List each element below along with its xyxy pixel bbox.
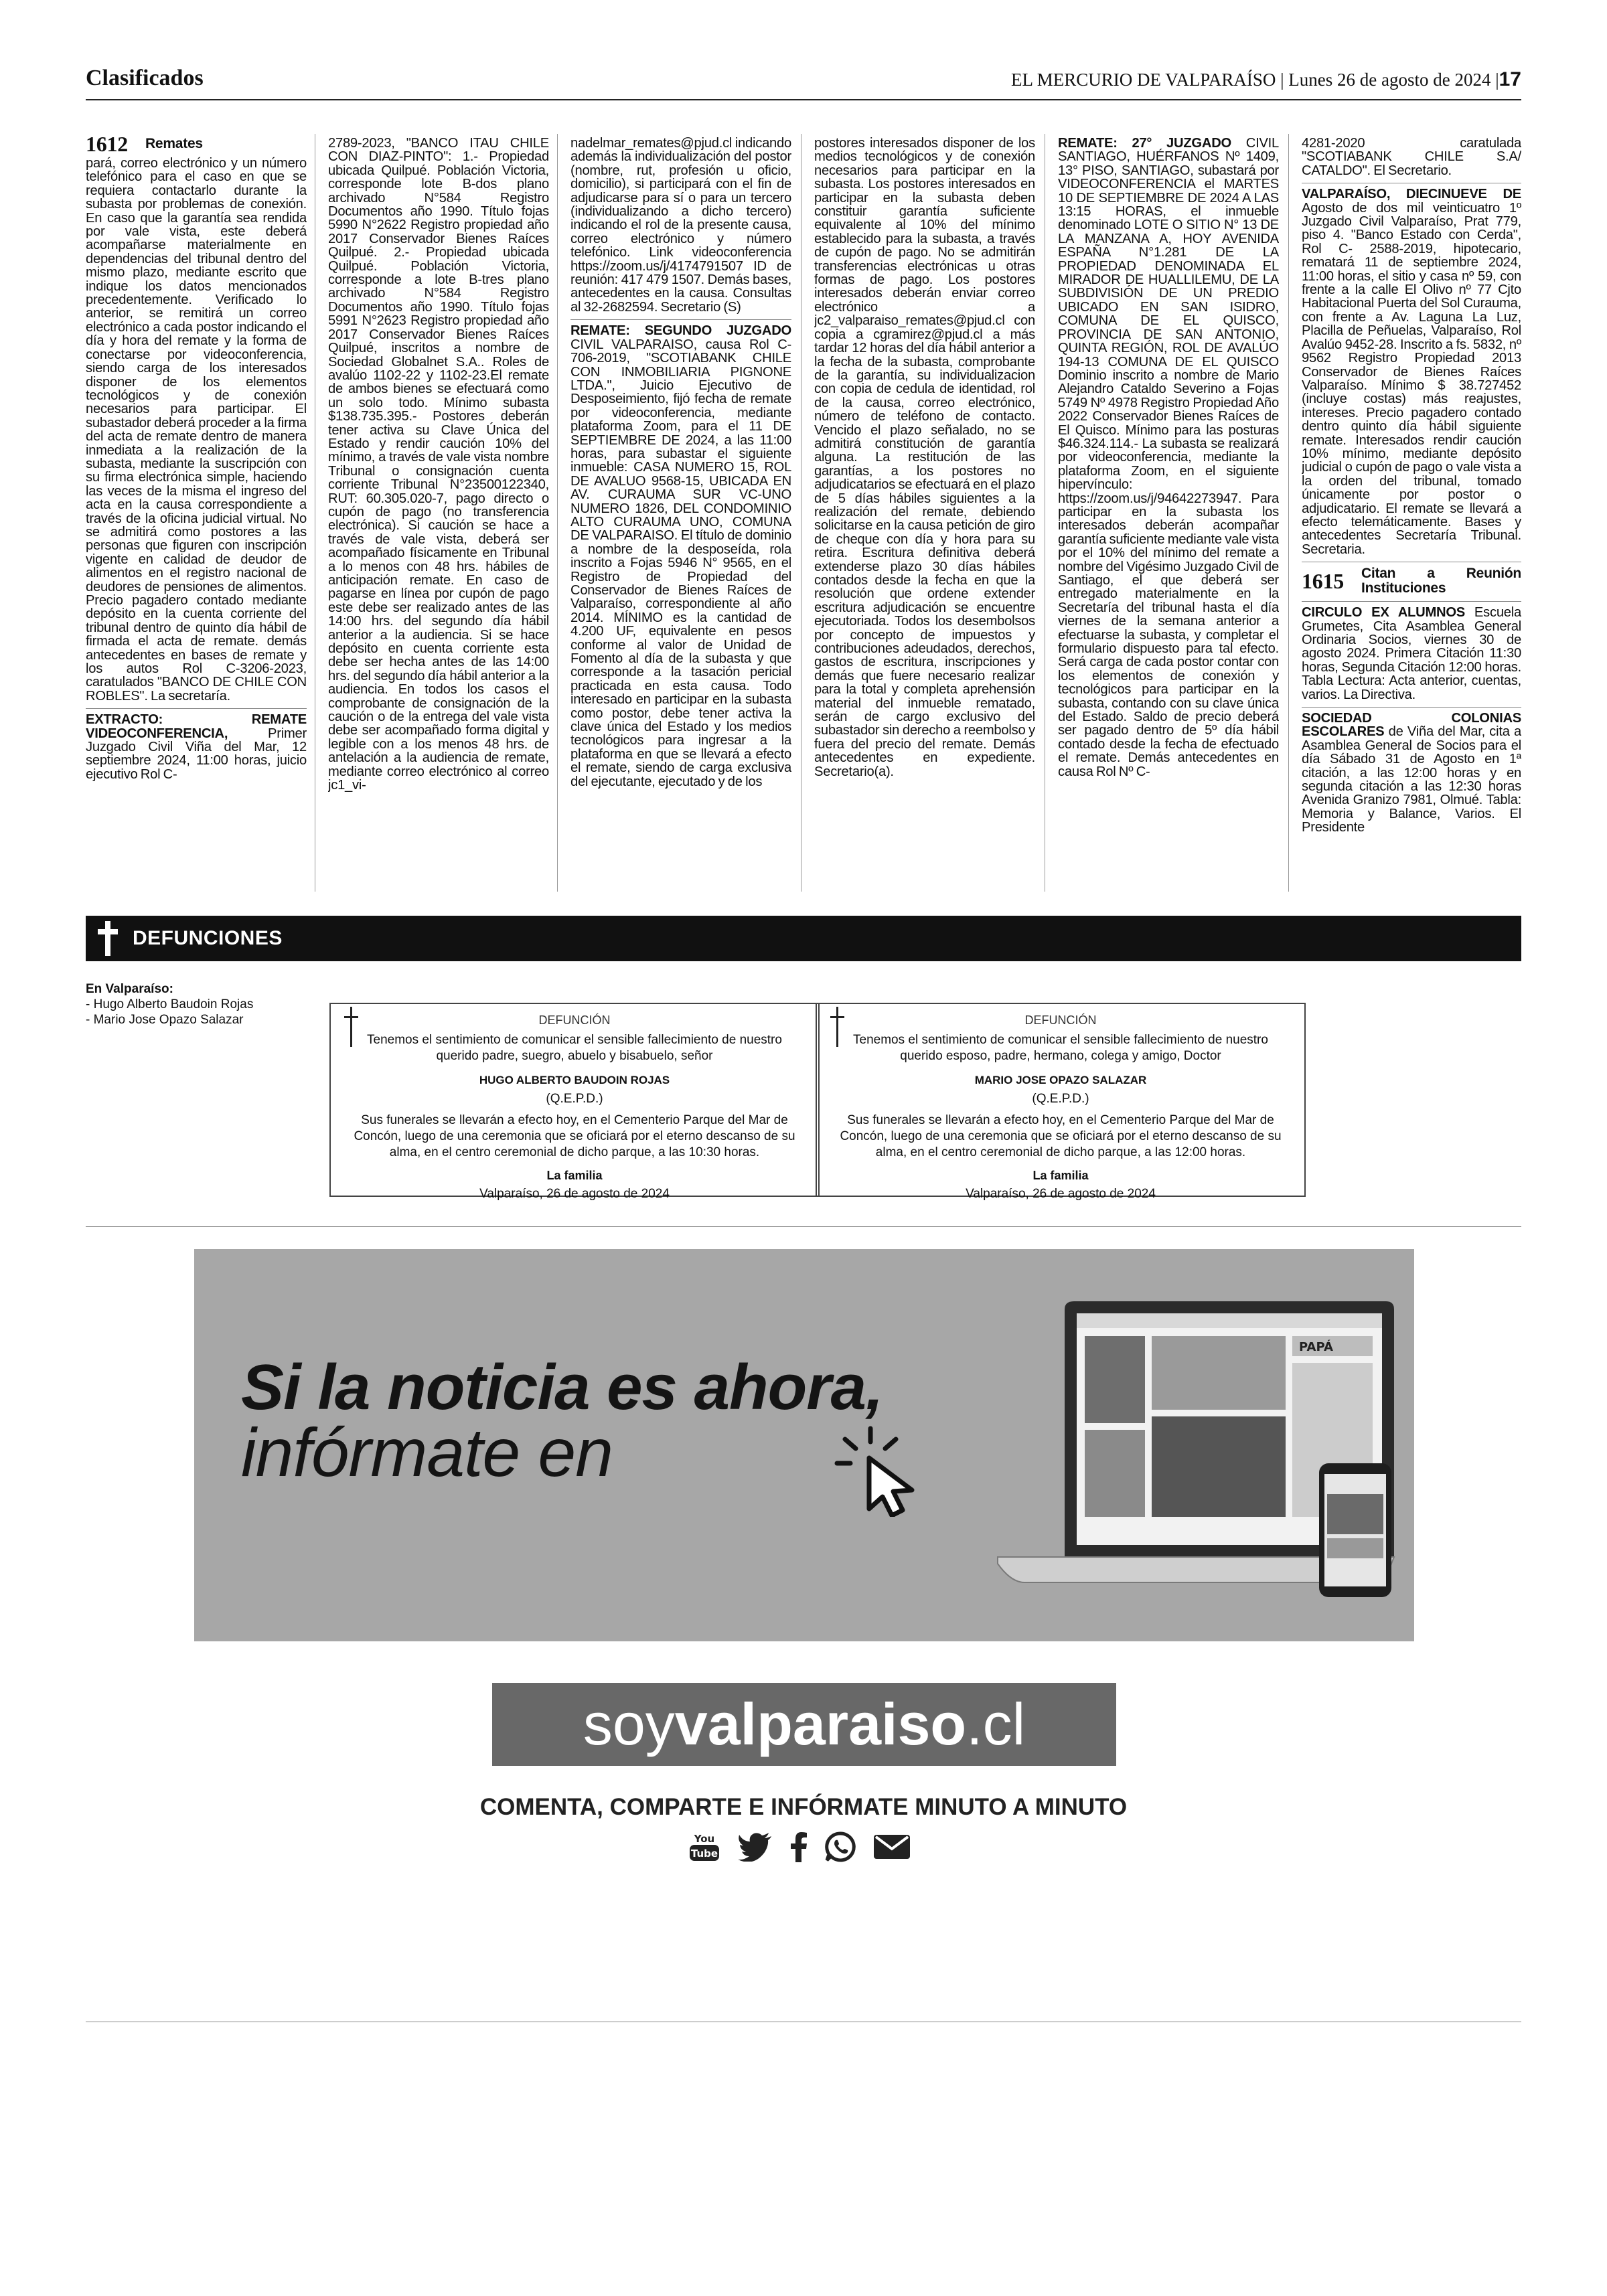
deceased-list-item: - Mario Jose Opazo Salazar: [86, 1013, 244, 1027]
obituary-date: Valparaíso, 26 de agosto de 2024: [966, 1187, 1156, 1201]
obituary-intro: Tenemos el sentimiento de comunicar el sensible fallecimiento de nuestro querido esposo, padre, hermano, colega y amigo, Doctor: [853, 1033, 1268, 1063]
brand-logo: [492, 1683, 1116, 1766]
obituary-intro: Tenemos el sentimiento de comunicar el sensible fallecimiento de nuestro querido padre, suegro, abuelo y bisabuelo, señor: [367, 1033, 782, 1063]
notice-text: postores interesados disponer de los medios tecnológicos y de conexión necesarios para participar en la subasta. Los postores interesados en participar en la subasta deben constituir garantía suficiente equivalente al 10% del mínimo establecido para la subasta, a través de cupón de pago. No se admitirán transferencias electrónicas u otras formas de pago. Los postores interesados deberán enviar correo electrónico a jc2_valparaiso_remates@pjud.cl con copia a cgramirez@pjud.cl a más tardar 12 horas del día hábil anterior a la fecha de la subasta, comprobante de la garantía, su individualizacion con copia de cedula de identidad, rol de la causa, correo electrónico, número de teléfono de contacto. Vencido el plazo señalado, no se admitirá constitución de garantía alguna. La restitución de las garantías, a los postores no adjudicatarios se efectuará en el plazo de 5 días hábiles siguientes a la realización del remate, debiendo solicitarse en la causa petición de giro de cheque con día y hora para su retira. Escritura definitiva deberá extenderse plazo 30 días hábiles contados desde la fecha en que la resolución que ordene extender escritura adjudicación se encuentre ejecutoriada. Todos los desembolsos por concepto de impuestos y contribuciones adeudados, derechos, gastos de escritura, inscripciones y demás que fuere necesario realizar para la total y completa aprehensión material del inmueble rematado, serán de cargo exclusivo del subastador sin derecho a reembolso y fuera del precio del remate. Demás antecedentes en expediente. Secretario(a).: [814, 137, 1035, 779]
laptop-screen-title: PAPÁ: [1299, 1340, 1333, 1354]
obituary-family: La familia: [546, 1169, 603, 1182]
section-number: 1615: [1302, 568, 1344, 593]
ad-subheadline: infórmate en: [241, 1414, 613, 1491]
cursor-click-icon: [830, 1423, 944, 1517]
page-number: 17: [1499, 68, 1521, 90]
brand-prefix: soy: [583, 1691, 675, 1757]
obituary-family: La familia: [1032, 1169, 1089, 1182]
publication-date: EL MERCURIO DE VALPARAÍSO | Lunes 26 de agosto de 2024 |: [1011, 70, 1499, 90]
notice-text: nadelmar_remates@pjud.cl indicando además la individualización del postor (nombre, rut, profesión u oficio, domicilio), si participará con el fin de adjudicarse para sí o para un tercero (individualizando a dicho tercero) indicando el rol de la presente causa, correo electrónico y número telefónico. Link videoconferencia https://zoom.us/j/4174791507 ID de reunión: 417 479 1507. Demás bases, antecedentes en la causa. Consultas al 32-2682594. Secretario (S): [570, 137, 791, 315]
obituary-notice: [329, 1003, 820, 1201]
notice-text: pará, correo electrónico y un número telefónico para el caso en que se requiera contactarlo durante la subasta por problemas de conexión. En caso que la garantía sea rendida por vale vista, este deberá acompañarse materialmente en dependencias del tribunal dentro del mismo plazo, mediante escrito que indique los datos mencionados precedentemente. Verificado lo anterior, se remitirá un correo electrónico a cada postor indicando el día y hora del remate y la forma de conectarse por videoconferencia, siendo carga de los interesados disponer de los elementos tecnológicos y de conexión necesarios para participar. El subastador deberá proceder a la firma del acta de remate dentro de manera inmediata a la realización de la subasta, mediante la suscripción con su firma electrónica simple, haciendo las veces de la misma el ingreso del acta en la causa correspondiente a través de la oficina judicial virtual. No se admitirá como postores a las personas que figuren con inscripción vigente en calidad de deudor de alimentos en el registro nacional de deudores de pensiones de alimentos. Precio pagadero contado mediante depósito en la cuenta corriente del tribunal dentro de quinto día hábil de firmada el acta de remate. demás antecedentes en bases de remate y los autos Rol C-3206-2023, caratulados "BANCO DE CHILE CON ROBLES". La secretaría.: [86, 156, 307, 704]
column-divider: [557, 134, 558, 892]
defunciones-title: DEFUNCIONES: [133, 927, 283, 949]
ad-slogan: COMENTA, COMPARTE E INFÓRMATE MINUTO A MINUTO: [479, 1794, 1128, 1820]
notice-text: CIRCULO EX ALUMNOS Escuela Grumetes, Cita Asamblea General Ordinaria Socios, viernes 30 de agosto 2024. Primera Citación 11:30 horas, Segunda Citación 12:00 horas. Tabla Lectura: Acta anterior, cuentas, varios. La Directiva.: [1302, 605, 1521, 702]
section-label: Citan a Reunión Instituciones: [1361, 566, 1521, 596]
mail-icon: [873, 1834, 911, 1860]
laptop-illustration: [984, 1296, 1399, 1631]
deceased-list: [86, 981, 253, 1028]
whatsapp-icon: [825, 1831, 856, 1862]
brand-main: valparaiso: [674, 1691, 967, 1757]
section-divider: [86, 1226, 1521, 1227]
obituary-notice: [816, 1003, 1306, 1201]
defunciones-banner: [86, 916, 1521, 961]
classifieds-column-1: [86, 137, 307, 894]
obituary-body: Sus funerales se llevarán a efecto hoy, en el Cementerio Parque del Mar de Concón, luego de una ceremonia que se oficiará por el eterno descanso de su alma, en el centro ceremonial de dicho parque, a las 12:00 horas.: [840, 1113, 1282, 1159]
publication-line: [1011, 68, 1521, 91]
obituary-heading: DEFUNCIÓN: [1024, 1013, 1097, 1027]
notice-text: REMATE: SEGUNDO JUZGADO CIVIL VALPARAISO, causa Rol C-706-2019, "SCOTIABANK CHILE CON INMOBILIARIA PIGNONE LTDA.", Juicio Ejecutivo de Desposeimiento, fijó fecha de remate por videoconferencia, mediante plataforma Zoom, para el 11 DE SEPTIEMBRE DE 2024, a las 11:00 horas, para subastar el siguiente inmueble: CASA NUMERO 15, ROL DE AVALUO 9568-15, UBICADA EN AV. CURAUMA SUR VC-UNO NUMERO 1826, DEL CONDOMINIO ALTO CURAUMA UNO, COMUNA DE VALPARAISO. El título de dominio a nombre de la desposeída, rola inscrito a Fojas 5946 N° 9565, en el Registro de Propiedad del Conservador de Bienes Raíces de Valparaíso, correspondiente al año 2014. MÍNIMO es la cantidad de 4.200 UF, equivalente en pesos conforme al valor de Unidad de Fomento al día de la subasta y que corresponde a la tasación pericial practicada en esta causa. Todo interesado en participar en la subasta como postor, debe tener activa la clave única del Estado y los medios tecnológicos para ingresar a la plataforma en que se llevará a efecto el remate, siendo de carga exclusiva del ejecutante, ejecutado y de los: [570, 323, 791, 789]
notice-text: VALPARAÍSO, DIECINUEVE DE Agosto de dos mil veinticuatro 1º Juzgado Civil Valparaíso, Prat 779, piso 4. "Banco Estado con Cerda", Rol C- 2588-2019, hipotecario, rematará 11 de septiembre 2024, 11:00 horas, el sitio y casa nº 59, con frente a la calle El Olivo nº 77 Cjto Habitacional Puerta del Sol Curauma, con frente a Av. Laguna La Luz, Placilla de Peñuelas, Valparaíso, Rol Avalúo 9452-28. Inscrito a fs. 5832, nº 9562 Registro Propiedad 2013 Conservador de Bienes Raíces Valparaíso. Mínimo $ 38.727452 (incluye costas) más reajustes, intereses. Precio pagadero contado dentro quinto día hábil siguiente remate. Interesados rendir caución 10% mínimo, mediante depósito judicial o cupón de pago o vale vista a la orden del tribunal, tomado únicamente por postor o adjudicatario. El remate se llevará a efecto telemáticamente. Bases y antecedentes Secretaría Tribunal. Secretaria.: [1302, 187, 1521, 557]
svg-text:You: You: [694, 1833, 715, 1845]
obituary-date: Valparaíso, 26 de agosto de 2024: [479, 1187, 670, 1201]
deceased-list-item: - Hugo Alberto Baudoin Rojas: [86, 997, 254, 1011]
column-divider: [1288, 134, 1289, 892]
promo-ad: [194, 1249, 1414, 1641]
ad-headline: Si la noticia es ahora,: [241, 1351, 883, 1423]
classifieds-column-4: [814, 137, 1035, 894]
section-header-remates: [86, 137, 307, 156]
section-header-reuniones: [1302, 566, 1521, 596]
twitter-icon: [738, 1832, 773, 1862]
obituary-name: HUGO ALBERTO BAUDOIN ROJAS: [479, 1074, 670, 1086]
notice-text: 2789-2023, "BANCO ITAU CHILE CON DIAZ-PINTO": 1.- Propiedad ubicada Quilpué. Población Victoria, corresponde lote B-dos plano archivado N°584 Registro Documentos año 1990. Título fojas 5990 N°2622 Registro propiedad año 2017 Conservador Bienes Raíces Quilpué. 2.- Propiedad ubicada Quilpué. Población Victoria, corresponde a lote B-tres plano archivado N°584 Registro Documentos año 1990. Título fojas 5991 N°2623 Registro propiedad año 2017 Conservador Bienes Raíces Quilpué, inscritos a nombre de Sociedad Globalnet S.A.. Roles de avalúo 1102-22 y 1102-23.El remate de ambos bienes se efectuará como un solo todo. Mínimo subasta $138.735.395.- Postores deberán tener activa su Clave Única del Estado y rendir caución 10% del mínimo, a través de vale vista nombre Tribunal o consignación cuenta corriente Tribunal N°23500122340, RUT: 60.305.020-7, pago directo o cupón de pago (no transferencia electrónica). Si caución se hace a través de vale vista, deberá ser acompañado físicamente en Tribunal a lo menos con 48 hrs. hábiles de anticipación remate. En caso de pagarse en línea por cupón de pago este debe ser realizado antes de las 14:00 hrs. del segundo día hábil anterior a la audiencia. Si se hace depósito en cuenta corriente esta debe ser hecha antes de las 14:00 hrs. del segundo día hábil anterior a la audiencia. En todos los casos el comprobante de consignación de la caución o de la entrega del vale vista debe ser acompañado forma digital y legible con a los menos 48 hrs. de antelación a la audiencia de remate, mediante correo electrónico al correo jc1_vi-: [328, 137, 549, 793]
youtube-icon: [688, 1831, 720, 1862]
notice-text: REMATE: 27° JUZGADO CIVIL SANTIAGO, HUÉRFANOS Nº 1409, 13° PISO, SANTIAGO, subastará por VIDEOCONFERENCIA el MARTES 10 DE SEPTIEMBRE DE 2024 A LAS 13:15 HORAS, el inmueble denominado LOTE O SITIO N° 13 DE LA MANZANA A, HOY AVENIDA ESPAÑA N°1.281 DE LA PROPIEDAD DENOMINADA EL MIRADOR DE HUALLILEMU, DE LA SUBDIVISIÓN DE UN PREDIO UBICADO EN SAN ISIDRO, COMUNA DE EL QUISCO, PROVINCIA DE SAN ANTONIO, QUINTA REGIÓN, ROL DE AVALÚO 194-13 COMUNA DE EL QUISCO Dominio inscrito a nombre de Mario Alejandro Cataldo Severino a Fojas 5749 Nº 4978 Registro Propiedad Año 2022 Conservador Bienes Raíces de El Quisco. Mínimo para las posturas $46.324.114.- La subasta se realizará por videoconferencia, mediante la plataforma Zoom, en el siguiente hipervínculo: https://zoom.us/j/94642273947. Para participar en la subasta los interesados deberán acompañar garantía suficiente mediante vale vista por el 10% del mínimo del remate a nombre del Vigésimo Juzgado Civil de Santiago, el que deberá ser entregado materialmente en la Secretaría del tribunal hasta el día viernes de la semana anterior a efectuarse la subasta, y completar el formulario dispuesto para tal efecto. Será carga de cada postor contar con los elementos de conexión y tecnológicos para participar en la subasta, contando con su clave única del Estado. Saldo de precio deberá ser pagado dentro de 5º día hábil contado desde la fecha de efectuado el remate. Demás antecedentes en causa Rol Nº C-: [1058, 137, 1279, 779]
svg-text:Tube: Tube: [690, 1848, 718, 1860]
obituary-heading: DEFUNCIÓN: [538, 1013, 611, 1027]
deceased-list-title: En Valparaíso:: [86, 982, 173, 996]
obituary-body: Sus funerales se llevarán a efecto hoy, en el Cementerio Parque del Mar de Concón, luego de una ceremonia que se oficiará por el eterno descanso de su alma, en el centro ceremonial de dicho parque, a las 10:30 horas.: [354, 1113, 795, 1159]
classifieds-column-2: [328, 137, 549, 894]
header-rule: [86, 99, 1521, 100]
notice-text: SOCIEDAD COLONIAS ESCOLARES de Viña del Mar, cita a Asamblea General de Socios para el día Sábado 31 de Agosto en 1ª citación, a las 12:00 horas y en segunda citación a las 12:30 horas Avenida Granizo 7981, Olmué. Tabla: Memoria y Balance, Varios. El Presidente: [1302, 711, 1521, 835]
section-number: 1612: [86, 137, 128, 156]
obituary-name: MARIO JOSE OPAZO SALAZAR: [974, 1074, 1147, 1086]
cross-icon: [343, 1007, 360, 1047]
cross-icon: [829, 1007, 846, 1047]
facebook-icon: [790, 1831, 808, 1862]
section-title: Clasificados: [86, 66, 204, 90]
brand-suffix: .cl: [966, 1691, 1026, 1757]
notice-text: EXTRACTO: REMATE VIDEOCONFERENCIA, Primer Juzgado Civil Viña del Mar, 12 septiembre 2024, 11:00 horas, juicio ejecutivo Rol C-: [86, 712, 307, 782]
social-icons: [688, 1831, 911, 1862]
obituary-qepd: (Q.E.P.D.): [546, 1092, 603, 1106]
classifieds-column-3: [570, 137, 791, 894]
cross-icon: [86, 916, 133, 961]
notice-text: 4281-2020 caratulada "SCOTIABANK CHILE S.A/ CATALDO". El Secretario.: [1302, 137, 1521, 178]
classifieds-column-6: [1302, 137, 1521, 894]
classifieds-column-5: [1058, 137, 1279, 894]
section-label: Remates: [145, 137, 203, 151]
obituary-qepd: (Q.E.P.D.): [1032, 1092, 1089, 1106]
